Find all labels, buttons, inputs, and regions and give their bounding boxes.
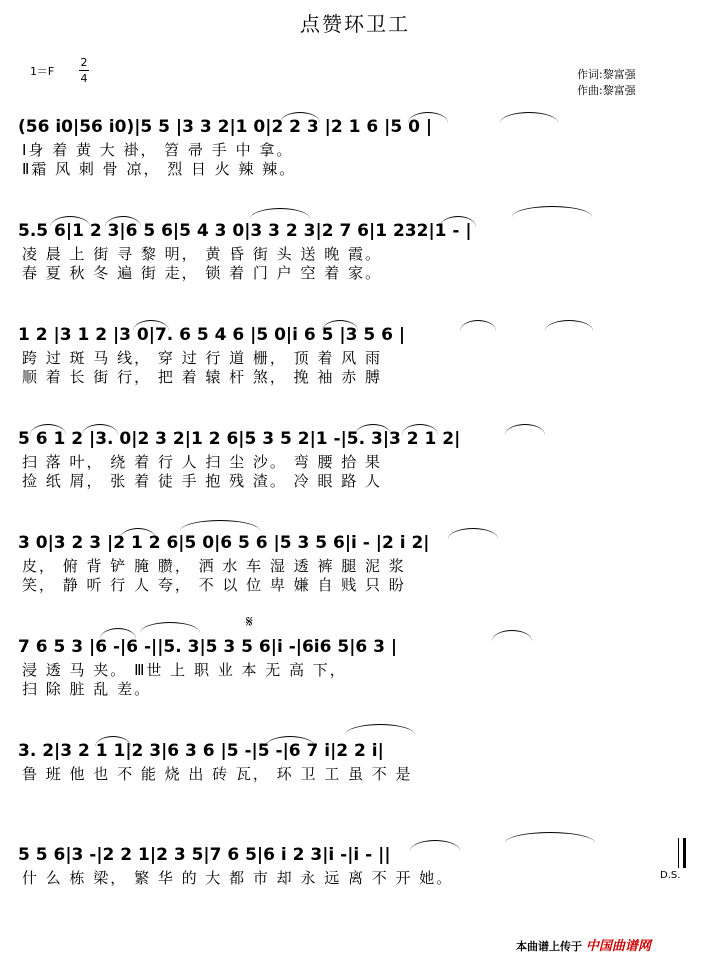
slur <box>512 206 592 217</box>
lyric-verse-2: Ⅱ霜 风 刺 骨 凉， 烈 日 火 辣 辣。 <box>22 160 297 178</box>
slur <box>100 628 136 639</box>
lyric-verse-2: 顺 着 长 街 行， 把 着 辕 杆 煞， 挽 袖 赤 膊 <box>22 368 382 386</box>
lyric-verse-2: 扫 除 脏 乱 差。 <box>22 680 152 698</box>
notes-line: 5 5 6|3 -|2 2 1|2 3 5|7 6 5|6 i 2 3|i -|i - || <box>18 845 391 865</box>
lyric-verse-1: 皮， 俯 背 铲 腌 臜， 洒 水 车 湿 透 裤 腿 泥 浆 <box>22 557 406 575</box>
score-line-1 <box>18 114 686 179</box>
lyricist-credit: 作词:黎富强 <box>577 68 636 81</box>
lyric-verse-2: 笑， 静 听 行 人 夸， 不 以 位 卑 嫌 自 贱 只 盼 <box>22 576 406 594</box>
slur <box>492 630 532 641</box>
notes-line: (56 i0|56 i0)|5 5 |3 3 2|1 0|2 2 3 |2 1 6 |5 0 | <box>18 117 433 137</box>
lyric-verse-1: 扫 落 叶， 绕 着 行 人 扫 尘 沙。 弯 腰 拾 果 <box>22 453 382 471</box>
score-line-5 <box>18 530 686 595</box>
time-signature <box>79 55 89 86</box>
score-line-8 <box>18 842 686 888</box>
score-line-2 <box>18 218 686 283</box>
site-logo: 中国曲谱网 <box>585 939 651 954</box>
notes-line: 3 0|3 2 3 |2 1 2 6|5 0|6 5 6 |5 3 5 6|i - |2 i 2| <box>18 533 430 553</box>
page-title: 点赞环卫工 <box>300 12 410 36</box>
final-barline <box>678 838 686 868</box>
footer-prefix: 本曲谱上传于 <box>516 940 582 953</box>
dal-segno: D.S. <box>660 870 681 881</box>
lyric-verse-1: Ⅰ身 着 黄 大 褂， 笤 帚 手 中 拿。 <box>22 141 294 159</box>
tie <box>505 832 595 843</box>
notes-line: 5.5 6|1 2 3|6 5 6|5 4 3 0|3 3 2 3|2 7 6|1 232|1 - | <box>18 221 472 241</box>
time-top: 2 <box>80 56 88 69</box>
score-line-3 <box>18 322 686 387</box>
key-signature: 1＝F <box>30 65 55 78</box>
score-line-6 <box>18 634 686 699</box>
lyric-verse-2: 捡 纸 屑， 张 着 徒 手 抱 残 渣。 冷 眼 路 人 <box>22 472 382 490</box>
score-line-4 <box>18 426 686 491</box>
time-bottom: 4 <box>80 72 88 85</box>
slur <box>180 520 260 531</box>
notes-line: 7 6 5 3 |6 -|6 -||5. 3|5 3 5 6|i -|6i6 5|6 3 | <box>18 637 398 657</box>
lyric-verse-1: 跨 过 斑 马 线， 穿 过 行 道 栅， 顶 着 风 雨 <box>22 349 382 367</box>
tie <box>140 622 200 633</box>
lyric-verse-1: 凌 晨 上 街 寻 黎 明， 黄 昏 街 头 送 晚 霞。 <box>22 245 382 263</box>
lyric-verse-2: 春 夏 秋 冬 遍 街 走， 锁 着 门 户 空 着 家。 <box>22 264 382 282</box>
notes-line: 3. 2|3 2 1 1|2 3|6 3 6 |5 -|5 -|6 7 i|2 2 i| <box>18 741 384 761</box>
slur <box>250 208 310 219</box>
segno-icon: 𝄋 <box>246 612 253 631</box>
notes-line: 1 2 |3 1 2 |3 0|7. 6 5 4 6 |5 0|i 6 5 |3 5 6 | <box>18 325 406 345</box>
notes-line: 5 6 1 2 |3. 0|2 3 2|1 2 6|5 3 5 2|1 -|5. 3|3 2 1 2| <box>18 429 461 449</box>
lyric-verse-1: 什 么 栋 梁， 繁 华 的 大 都 市 却 永 远 离 不 开 她。 <box>22 869 454 887</box>
lyric-verse-1: 鲁 班 他 也 不 能 烧 出 砖 瓦， 环 卫 工 虽 不 是 <box>22 765 413 783</box>
lyric-verse-1: 浸 透 马 夹。 Ⅲ世 上 职 业 本 无 高 下， <box>22 661 347 679</box>
tie <box>345 724 415 735</box>
footer <box>516 935 651 954</box>
composer-credit: 作曲:黎富强 <box>577 84 636 97</box>
